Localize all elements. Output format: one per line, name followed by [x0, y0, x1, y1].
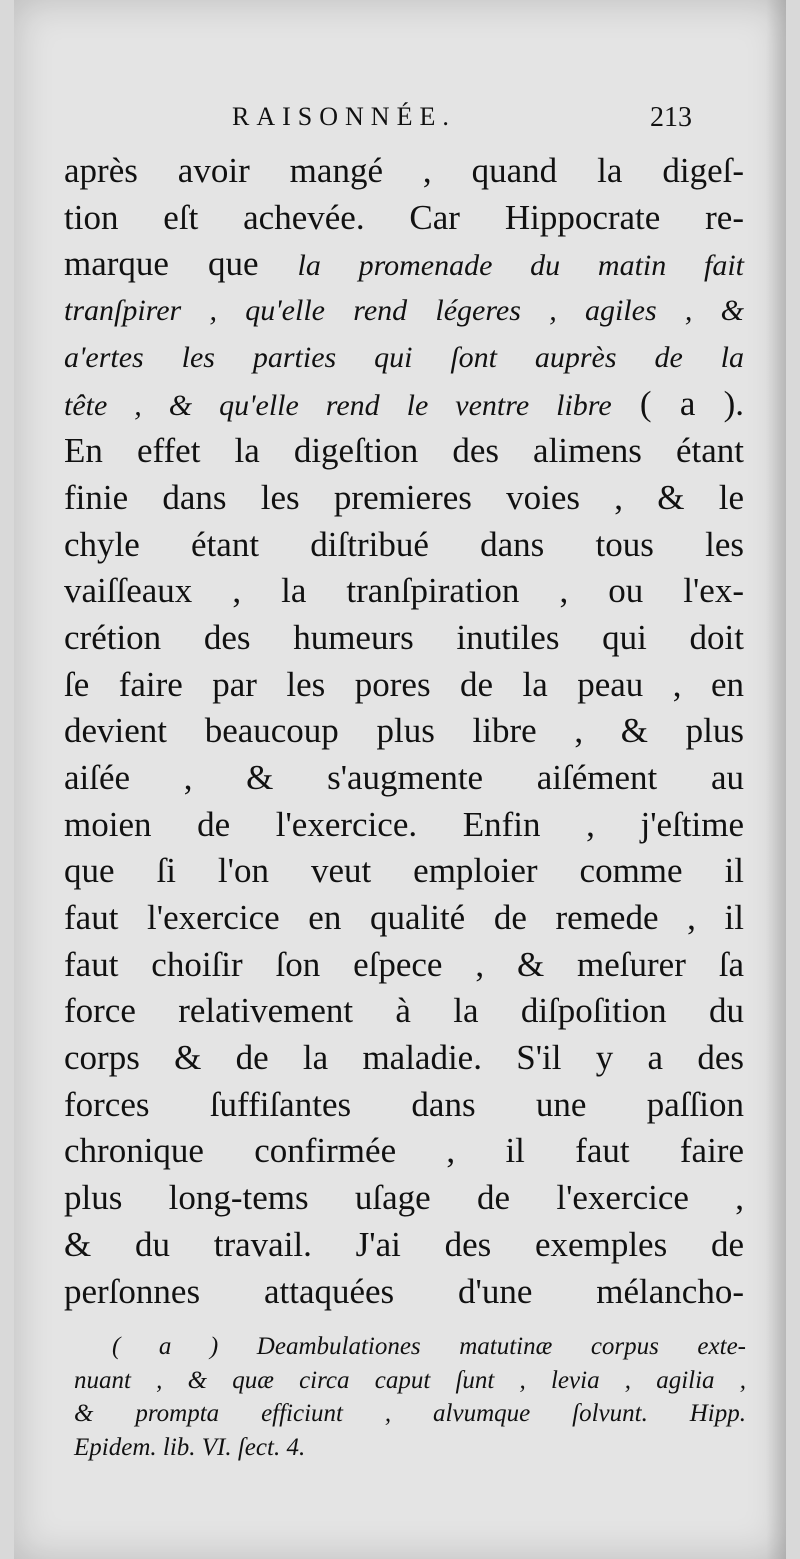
italic-quote-span: la promenade du matin fait [297, 249, 744, 283]
text-line: faut choiſir ſon eſpece , & meſurer ſa [64, 944, 744, 984]
text-line: forces ſuffiſantes dans une paſſion [64, 1084, 744, 1124]
text-line: plus long-tems uſage de l'exercice , [64, 1178, 744, 1218]
text-line: En effet la digeſtion des alimens étant [64, 431, 744, 471]
book-page [14, 0, 786, 1559]
text-line: moien de l'exercice. Enfin , j'eſtime [64, 804, 744, 844]
footnote-line: & prompta efficiunt , alvumque ſolvunt. Hipp. [74, 1400, 746, 1427]
text-line: après avoir mangé , quand la digeſ- [64, 151, 744, 190]
text-line: chronique confirmée , il faut faire [64, 1131, 744, 1171]
text-line [64, 241, 744, 288]
text-line: chyle étant diſtribué dans tous les [64, 524, 744, 564]
footnote [74, 1330, 746, 1464]
footnote-reference: ( a ). [639, 384, 744, 424]
italic-quote-line: tranſpirer , qu'elle rend légeres , agiles , & [64, 294, 744, 328]
body-text [64, 148, 744, 1315]
running-title: RAISONNÉE. [232, 102, 456, 131]
text-line: perſonnes attaquées d'une mélancho- [64, 1271, 744, 1311]
text-line: faut l'exercice en qualité de remede , il [64, 898, 744, 937]
footnote-line: ( a ) Deambulationes matutinæ corpus exte- [112, 1333, 746, 1360]
page-number: 213 [650, 102, 692, 133]
italic-quote-line: a'ertes les parties qui ſont auprès de la [64, 340, 744, 374]
text-line [64, 381, 744, 428]
text-line: vaiſſeaux , la tranſpiration , ou l'ex- [64, 571, 744, 611]
italic-quote-span: tête , & qu'elle rend le ventre libre [64, 389, 612, 423]
text-line: & du travail. J'ai des exemples de [64, 1224, 744, 1264]
footnote-line: Epidem. lib. VI. ſect. 4. [74, 1433, 306, 1461]
text-line: crétion des humeurs inutiles qui doit [64, 617, 744, 657]
text-span: marque que [64, 244, 259, 284]
text-line: corps & de la maladie. S'il y a des [64, 1038, 744, 1078]
text-line: devient beaucoup plus libre , & plus [64, 711, 744, 751]
text-line: aiſée , & s'augmente aiſément au [64, 757, 744, 797]
footnote-line: nuant , & quæ circa caput ſunt , levia , agilia , [74, 1366, 746, 1394]
text-line: force relativement à la diſpoſition du [64, 991, 744, 1031]
text-line: que ſi l'on veut emploier comme il [64, 851, 744, 891]
text-line: finie dans les premieres voies , & le [64, 477, 744, 517]
text-line: ſe faire par les pores de la peau , en [64, 664, 744, 704]
text-line: tion eſt achevée. Car Hippocrate re- [64, 197, 744, 237]
running-head [14, 102, 786, 142]
